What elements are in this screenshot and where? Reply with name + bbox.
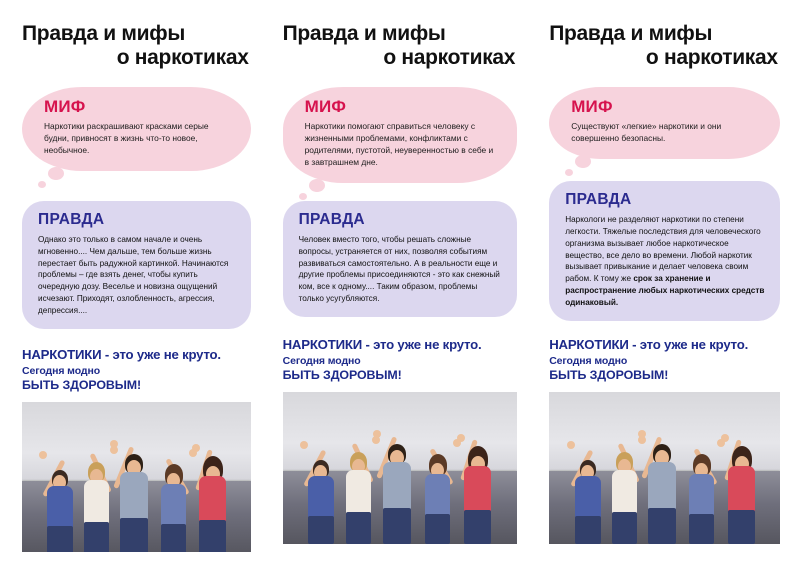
truth-text [38,234,237,317]
panel-title [549,22,780,69]
photo-people [22,402,251,554]
hand [457,434,465,442]
person-figure [113,446,157,554]
legs [161,524,186,554]
hand [300,441,308,449]
hand [721,434,729,442]
truth-text-emphasis: срок за хранение и распространение любых наркотических средств одинаковый. [565,274,765,308]
leaflet-panel-3 [533,0,800,566]
myth-bubble [549,87,780,159]
group-photo [283,392,518,544]
legs [84,522,109,554]
slogan-line-3: БЫТЬ ЗДОРОВЫМ! [282,368,402,383]
torso [464,466,491,512]
truth-bubble [549,181,780,321]
slogan-line-3: БЫТЬ ЗДОРОВЫМ! [22,378,142,393]
panel-title-line-1: Правда и мифы [282,22,446,45]
leaflet-panel-2 [267,0,534,566]
panel-bottom-margin [533,552,800,566]
torso [120,472,148,520]
slogan-line-2: Сегодня модно [282,355,361,368]
myth-text: Существуют «легкие» наркотики и они совершенно безопасны. [571,121,722,143]
panel-title-line-1: Правда и мифы [22,22,185,45]
legs [612,512,637,544]
panel-title-line-2: о наркотиках [116,45,249,69]
truth-text-main: Наркологи не разделяют наркотики по степени легкости. Тяжелые последствия для человеческого организма вызывает любое наркотическое вещество, все дело во времени. Любой наркотик вызывает привыкание и делает человека своим рабом. К тому же [565,214,761,284]
photo-people [549,392,780,544]
myth-text: Наркотики раскрашивают красками серые будни, привносят в жизнь что-то новое, необычное. [44,121,209,155]
hand [373,430,381,438]
myth-label: МИФ [304,97,347,117]
slogan-line-1: НАРКОТИКИ - это уже не круто. [282,337,482,353]
hand [110,440,118,448]
person-figure [155,458,195,554]
truth-bubble [22,201,251,329]
truth-label: ПРАВДА [298,210,365,228]
torso [47,486,73,528]
person-figure [376,436,420,544]
slogan-line-2: Сегодня модно [549,355,628,367]
slogan-line-2: Сегодня модно [22,365,101,378]
hand [192,444,200,452]
torso [728,466,755,512]
group-photo [549,392,780,544]
panel-title-line-2: о наркотиках [383,45,516,69]
slogan [549,337,780,382]
truth-text-main: Однако это только в самом начале и очень мгновенно.... Чем дальше, тем больше жизнь перестает быть радужной картинкой. Начинаются проблемы – где взять денег, чтобы купить очередную дозу. Веселье и новизна ощущений исчезают. Приходят, озлобленность, агрессия, депрессия.... [38,234,229,316]
person-figure [456,440,500,544]
person-figure [641,436,685,544]
truth-text [299,234,504,305]
hand [39,451,47,459]
person-figure [605,444,645,544]
torso [648,462,676,510]
person-figure [301,452,343,544]
person-figure [720,440,764,544]
panel-title-line-1: Правда и мифы [549,22,713,45]
slogan [283,337,518,382]
legs [575,516,601,544]
myth-bubble [283,87,518,183]
truth-text [565,214,766,309]
person-figure [568,452,610,544]
torso [84,480,109,524]
slogan [22,347,251,392]
person-figure [683,448,723,544]
truth-bubble [283,201,518,317]
person-figure [191,450,235,554]
torso [346,470,371,514]
truth-text-main: Человек вместо того, чтобы решать сложные вопросы, устраняется от них, позволяя событиям развиваться самостоятельно. А в реальности еще и другие проблемы присоединяются - это как снежный ком, все к одному.... Таким образом, проблемы только усугубляются. [298,234,500,304]
torso [383,462,411,510]
legs [425,514,450,544]
legs [120,518,148,554]
legs [308,516,334,544]
truth-label: ПРАВДА [38,210,105,228]
torso [575,476,601,518]
person-figure [419,448,459,544]
truth-label: ПРАВДА [565,190,632,208]
panel-bottom-margin [267,552,534,566]
myth-bubble [22,87,251,171]
person-figure [77,454,117,554]
legs [199,520,226,554]
legs [383,508,411,544]
torso [425,474,450,516]
legs [464,510,491,544]
torso [689,474,714,516]
panel-title [283,22,518,69]
panel-title-line-2: о наркотиках [645,45,778,69]
group-photo [22,402,251,554]
torso [161,484,186,526]
legs [346,512,371,544]
myth-label: МИФ [571,97,613,117]
torso [308,476,334,518]
photo-people [283,392,518,544]
legs [689,514,714,544]
hand [638,430,646,438]
hand [567,441,575,449]
slogan-line-1: НАРКОТИКИ - это уже не круто. [22,347,221,363]
legs [648,508,676,544]
leaflet-panel-1 [0,0,267,566]
legs [728,510,755,544]
torso [612,470,637,514]
person-figure [339,444,379,544]
slogan-line-1: НАРКОТИКИ - это уже не круто. [549,337,749,352]
myth-text: Наркотики помогают справиться человеку с жизненными проблемами, конфликтами с родителями, пустотой, неуверенностью в себе и в завтрашнем дне. [304,121,494,167]
torso [199,476,226,522]
panel-title [22,22,251,69]
legs [47,526,73,554]
slogan-line-3: БЫТЬ ЗДОРОВЫМ! [549,368,669,382]
panel-bottom-margin [0,552,267,566]
myth-label: МИФ [44,97,86,117]
